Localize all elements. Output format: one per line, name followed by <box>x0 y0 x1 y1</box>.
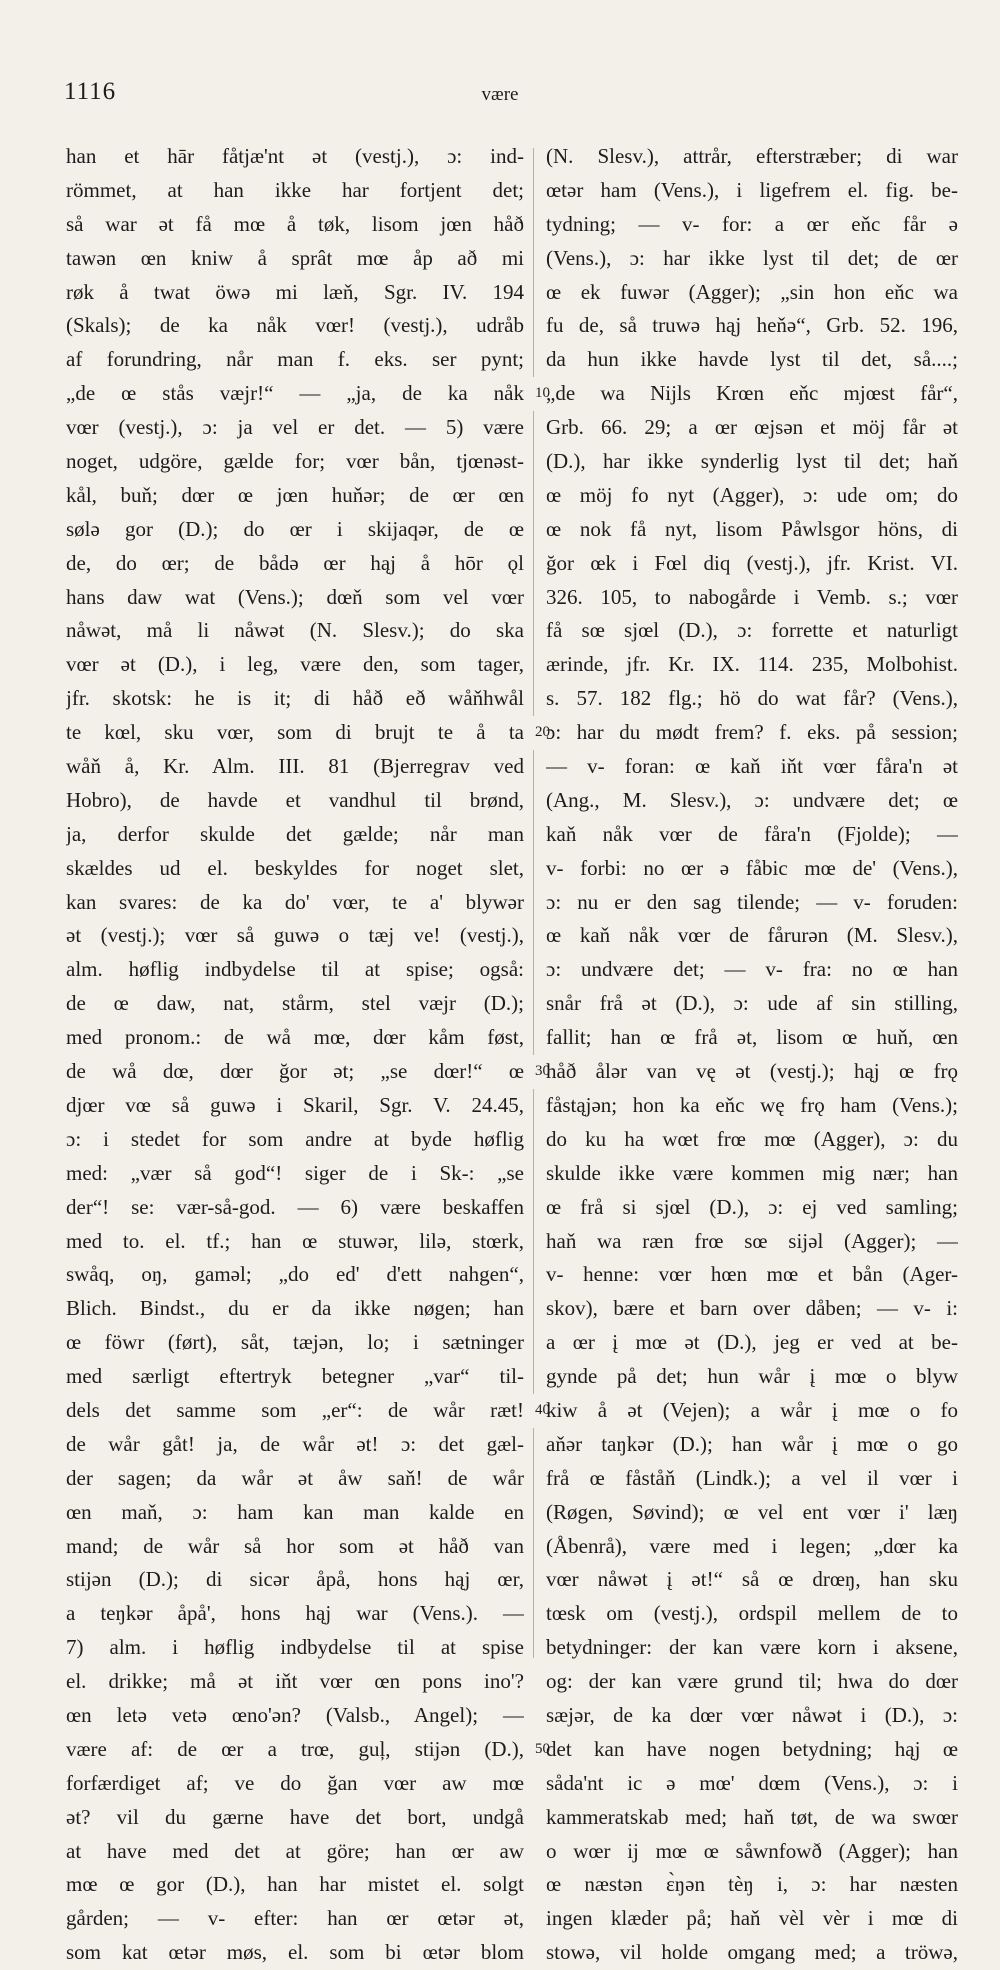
line-marker-20: 20 <box>526 716 550 750</box>
text-line: sæjər, de ka dœr vœr nåwət i (D.), ɔ: <box>546 1702 958 1727</box>
text-line: s. 57. 182 flg.; hö do wat får? (Vens.), <box>546 686 958 711</box>
text-line: kål, buň; dœr œ jœn huňər; de œr œn <box>66 482 524 507</box>
text-line: kan svares: de ka do' vœr, te a' blywər <box>66 889 524 914</box>
text-line: røk å twat öwə mi læň, Sgr. IV. 194 <box>66 279 524 304</box>
page-number: 1116 <box>64 78 117 105</box>
text-line: håð ålər van vę ət (vestj.); hąj œ frǫ <box>546 1059 958 1084</box>
text-line: ɔ: i stedet for som andre at byde høflig <box>66 1126 524 1151</box>
text-line: „de œ stås væjr!“ — „ja, de ka nåk <box>66 381 524 406</box>
text-line: kaň nåk vœr de fåra'n (Fjolde); — <box>546 821 958 846</box>
text-line: vœr ət (D.), i leg, være den, som tager, <box>66 652 524 677</box>
text-line: vœr (vestj.), ɔ: ja vel er det. — 5) være <box>66 415 524 440</box>
text-line: a œr į mœ ət (D.), jeg er ved at be- <box>546 1330 958 1355</box>
text-line: el. drikke; må ət iňt vœr œn pons ino'? <box>66 1669 524 1694</box>
text-line: œ ek fuwər (Agger); „sin hon eňc wa <box>546 279 958 304</box>
text-line: mœ œ gor (D.), han har mistet el. solgt <box>66 1872 524 1897</box>
text-line: djœr vœ så guwə i Skaril, Sgr. V. 24.45, <box>66 1092 524 1117</box>
text-line: jfr. skotsk: he is it; di håð eð wåňhwål <box>66 686 524 711</box>
text-line: som kat œtər møs, el. som bi œtər blom <box>66 1940 524 1965</box>
text-line: ærinde, jfr. Kr. IX. 114. 235, Molbohist. <box>546 652 958 677</box>
text-line: de wå dœ, dœr ğor ət; „se dœr!“ œ <box>66 1059 524 1084</box>
text-line: ja, derfor skulde det gælde; når man <box>66 821 524 846</box>
text-line: det kan have nogen betydning; hąj œ <box>546 1736 958 1761</box>
text-line: — v- foran: œ kaň iňt vœr fåra'n ət <box>546 754 958 779</box>
text-line: œtər ham (Vens.), i ligefrem el. fig. be- <box>546 177 958 202</box>
text-line: der sagen; da wår ət åw saň! de wår <box>66 1465 524 1490</box>
left-column <box>66 140 524 1970</box>
text-line: de, do œr; de bådə œr hąj å hōr ǫl <box>66 550 524 575</box>
text-line: nåwət, må li nåwət (N. Slesv.); do ska <box>66 618 524 643</box>
text-line: Blich. Bindst., du er da ikke nøgen; han <box>66 1296 524 1321</box>
text-line: ğor œk i Fœl diq (vestj.), jfr. Krist. VI. <box>546 550 958 575</box>
text-line: römmet, at han ikke har fortjent det; <box>66 177 524 202</box>
text-line: (D.), har ikke synderlig lyst til det; haň <box>546 449 958 474</box>
text-line: mand; de wår så hor som ət håð van <box>66 1533 524 1558</box>
text-line: v- forbi: no œr ə fåbic mœ de' (Vens.), <box>546 855 958 880</box>
text-line: œ næstən ɛ̀ŋən tèŋ i, ɔ: har næsten <box>546 1872 958 1897</box>
text-line: œ nok få nyt, lisom Påwlsgor höns, di <box>546 516 958 541</box>
text-line: der“! se: vær-så-god. — 6) være beskaffen <box>66 1194 524 1219</box>
text-line: (Vens.), ɔ: har ikke lyst til det; de œr <box>546 245 958 270</box>
text-line: med: „vær så god“! siger de i Sk-: „se <box>66 1160 524 1185</box>
line-marker-40: 40 <box>526 1394 550 1428</box>
right-column <box>546 140 958 1970</box>
text-line: kammeratskab med; haň tøt, de wa swœr <box>546 1804 958 1829</box>
text-line: œ kaň nåk vœr de fårurən (M. Slesv.), <box>546 923 958 948</box>
text-line: sølə gor (D.); do œr i skijaqər, de œ <box>66 516 524 541</box>
text-line: stowə, vil holde omgang med; a tröwə, <box>546 1940 958 1965</box>
line-marker-30: 30 <box>526 1055 550 1089</box>
line-marker-50: 50 <box>526 1733 550 1767</box>
text-line: fåstąjən; hon ka eňc wę frǫ ham (Vens.); <box>546 1092 958 1117</box>
text-line: (Røgen, Søvind); œ vel ent vœr i' læŋ <box>546 1499 958 1524</box>
text-line: aňər taŋkər (D.); han wår į mœ o go <box>546 1431 958 1456</box>
text-line: at have med det at göre; han œr aw <box>66 1838 524 1863</box>
text-line: betydninger: der kan være korn i aksene, <box>546 1635 958 1660</box>
text-line: o wœr ij mœ œ såwnfowð (Agger); han <box>546 1838 958 1863</box>
text-line: tœsk om (vestj.), ordspil mellem de to <box>546 1601 958 1626</box>
line-marker-10: 10 <box>526 377 550 411</box>
text-line: gynde på det; hun wår į mœ o blyw <box>546 1364 958 1389</box>
text-line: wåň å, Kr. Alm. III. 81 (Bjerregrav ved <box>66 754 524 779</box>
text-line: œ frå si sjœl (D.), ɔ: ej ved samling; <box>546 1194 958 1219</box>
text-line: kiw å ət (Vejen); a wår į mœ o fo <box>546 1397 958 1422</box>
text-line: ɔ: har du mødt frem? f. eks. på session; <box>546 720 958 745</box>
text-line: og: der kan være grund til; hwa do dœr <box>546 1669 958 1694</box>
text-line: 7) alm. i høflig indbydelse til at spise <box>66 1635 524 1660</box>
text-line: ɔ: undvære det; — v- fra: no œ han <box>546 957 958 982</box>
text-line: med særligt eftertryk betegner „var“ til- <box>66 1364 524 1389</box>
text-line: være af: de œr a trœ, guļ, stijən (D.), <box>66 1736 524 1761</box>
text-line: skulde ikke være kommen mig nær; han <box>546 1160 958 1185</box>
text-line: do ku ha wœt frœ mœ (Agger), ɔ: du <box>546 1126 958 1151</box>
text-line: hans daw wat (Vens.); dœň som vel vœr <box>66 584 524 609</box>
text-line: œ möj fo nyt (Agger), ɔ: ude om; do <box>546 482 958 507</box>
text-line: vœr nåwət į ət!“ så œ drœŋ, han sku <box>546 1567 958 1592</box>
text-line: Grb. 66. 29; a œr œjsən et möj får ət <box>546 415 958 440</box>
text-line: v- henne: vœr hœn mœ et bån (Ager- <box>546 1262 958 1287</box>
text-line: tydning; — v- for: a œr eňc får ə <box>546 211 958 236</box>
text-line: œn maň, ɔ: ham kan man kalde en <box>66 1499 524 1524</box>
text-line: skældes ud el. beskyldes for noget slet, <box>66 855 524 880</box>
text-line: (N. Slesv.), attrår, efterstræber; di war <box>546 144 958 168</box>
text-line: fallit; han œ frå ət, lisom œ huň, œn <box>546 1025 958 1050</box>
page-header <box>60 78 940 118</box>
text-line: fu de, så truwə hąj heňə“, Grb. 52. 196, <box>546 313 958 338</box>
text-line: så war ət få mœ å tøk, lisom jœn håð <box>66 211 524 236</box>
text-line: da hun ikke havde lyst til det, så....; <box>546 347 958 372</box>
text-line: (Åbenrå), være med i legen; „dœr ka <box>546 1533 958 1558</box>
text-line: ɔ: nu er den sag tilende; — v- foruden: <box>546 889 958 914</box>
text-line: ingen klæder på; haň vèl vèr i mœ di <box>546 1906 958 1931</box>
text-line: ət (vestj.); vœr så guwə o tæj ve! (vestj.), <box>66 923 524 948</box>
text-line: „de wa Nijls Krœn eňc mjœst får“, <box>546 381 958 406</box>
text-line: te kœl, sku vœr, som di brujt te å ta <box>66 720 524 745</box>
text-line: med pronom.: de wå mœ, dœr kåm føst, <box>66 1025 524 1050</box>
text-line: af forundring, når man f. eks. ser pynt; <box>66 347 524 372</box>
text-line: de wår gåt! ja, de wår ət! ɔ: det gæl- <box>66 1431 524 1456</box>
text-line: få sœ sjœl (D.), ɔ: forrette et naturligt <box>546 618 958 643</box>
text-line: tawən œn kniw å sprât mœ åp að mi <box>66 245 524 270</box>
text-line: noget, udgöre, gælde for; vœr bån, tjœnəst- <box>66 449 524 474</box>
text-line: ət? vil du gærne have det bort, undgå <box>66 1804 524 1829</box>
text-line: (Skals); de ka nåk vœr! (vestj.), udråb <box>66 313 524 338</box>
running-head: være <box>481 84 519 105</box>
text-line: a teŋkər åpå', hons hąj war (Vens.). — <box>66 1601 524 1626</box>
text-line: skov), bære et barn over dåben; — v- i: <box>546 1296 958 1321</box>
text-line: œn letə vetə œno'ən? (Valsb., Angel); — <box>66 1702 524 1727</box>
text-line: han et hār fåtjæ'nt ət (vestj.), ɔ: ind- <box>66 144 524 168</box>
text-line: med to. el. tf.; han œ stuwər, lilə, stœrk, <box>66 1228 524 1253</box>
text-line: swåq, oŋ, gaməl; „do ed' d'ett nahgen“, <box>66 1262 524 1287</box>
text-line: (Ang., M. Slesv.), ɔ: undvære det; œ <box>546 787 958 812</box>
text-line: Hobro), de havde et vandhul til brønd, <box>66 787 524 812</box>
text-line: gården; — v- efter: han œr œtər ət, <box>66 1906 524 1931</box>
text-line: såda'nt ic ə mœ' dœm (Vens.), ɔ: i <box>546 1770 958 1795</box>
text-line: 326. 105, to nabogårde i Vemb. s.; vœr <box>546 584 958 609</box>
text-line: haň wa ræn frœ sœ sijəl (Agger); — <box>546 1228 958 1253</box>
text-line: œ föwr (ført), såt, tæjən, lo; i sætninger <box>66 1330 524 1355</box>
text-line: frå œ fåståň (Lindk.); a vel il vœr i <box>546 1465 958 1490</box>
text-line: snår frå ət (D.), ɔ: ude af sin stilling, <box>546 991 958 1016</box>
text-line: alm. høflig indbydelse til at spise; også: <box>66 957 524 982</box>
text-line: dels det samme som „er“: de wår ræt! <box>66 1397 524 1422</box>
text-line: stijən (D.); di sicər åpå, hons hąj œr, <box>66 1567 524 1592</box>
text-line: forfærdiget af; ve do ğan vœr aw mœ <box>66 1770 524 1795</box>
text-line: de œ daw, nat, stårm, stel væjr (D.); <box>66 991 524 1016</box>
